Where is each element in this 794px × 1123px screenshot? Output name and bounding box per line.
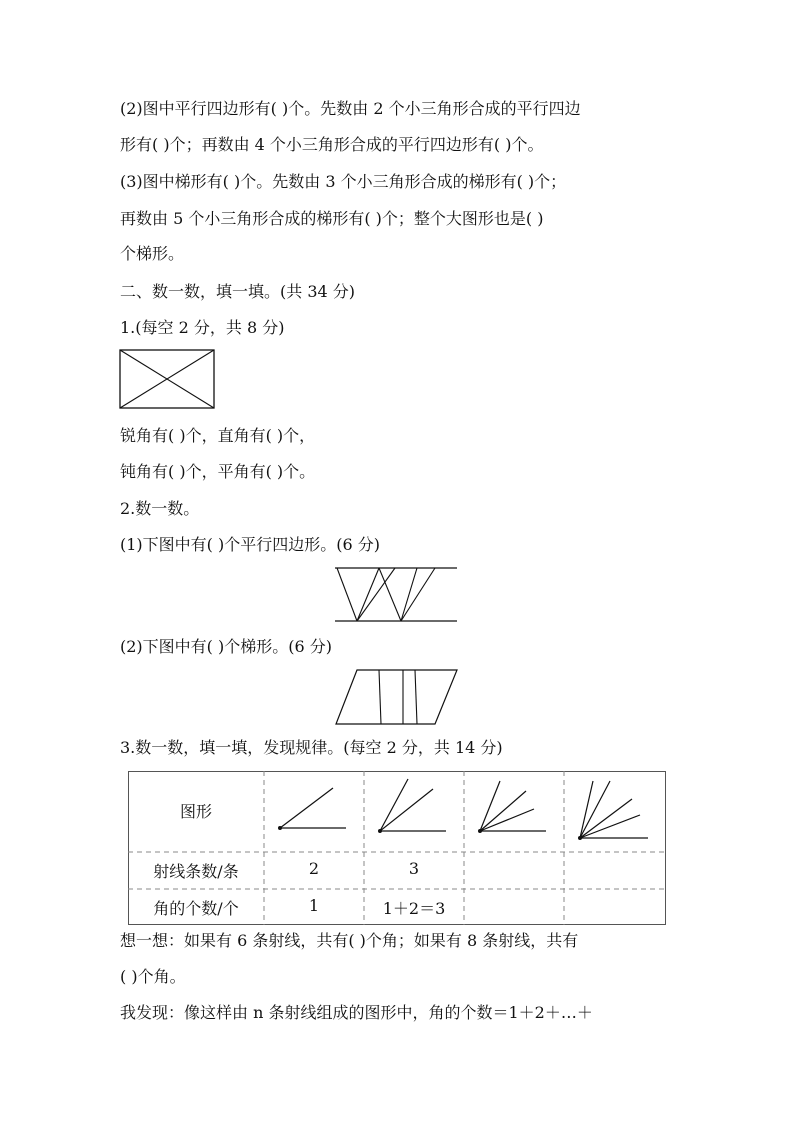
five-rays-figure xyxy=(578,781,648,840)
rectangle-diagonals-figure xyxy=(119,349,217,411)
q3-line1: (3)图中梯形有( )个。先数由 3 个小三角形合成的梯形有( )个； xyxy=(120,172,567,191)
angles-cell-2: 1＋2＝3 xyxy=(382,899,446,918)
rays-cell-1: 2 xyxy=(308,859,320,878)
row-header-angles: 角的个数/个 xyxy=(153,899,239,918)
q3-line2: 再数由 5 个小三角形合成的梯形有( )个；整个大图形也是( ) xyxy=(120,209,544,228)
trapezoid-count-figure xyxy=(335,669,460,727)
item2-sub2: (2)下图中有( )个梯形。(6 分) xyxy=(120,637,332,656)
item3-think2: ( )个角。 xyxy=(120,967,186,986)
three-rays-figure xyxy=(378,779,446,833)
rays-cell-2: 3 xyxy=(408,859,420,878)
two-rays-figure xyxy=(278,788,346,830)
rays-angles-table xyxy=(128,771,666,925)
four-rays-figure xyxy=(478,781,546,833)
row-header-figure: 图形 xyxy=(179,802,212,821)
item3-discover: 我发现：像这样由 n 条射线组成的图形中，角的个数＝1＋2＋…＋ xyxy=(120,1003,593,1022)
item3-label: 3.数一数，填一填，发现规律。(每空 2 分，共 14 分) xyxy=(120,738,503,757)
item2-label: 2.数一数。 xyxy=(120,499,200,518)
item1-line2: 钝角有( )个，平角有( )个。 xyxy=(120,462,316,481)
q2-line2: 形有( )个；再数由 4 个小三角形合成的平行四边形有( )个。 xyxy=(120,135,544,154)
item3-think: 想一想：如果有 6 条射线，共有( )个角；如果有 8 条射线，共有 xyxy=(120,931,579,950)
item1-line1: 锐角有( )个，直角有( )个， xyxy=(120,426,316,445)
angles-cell-1: 1 xyxy=(308,896,320,915)
q3-line3: 个梯形。 xyxy=(120,244,185,263)
q2-line1: (2)图中平行四边形有( )个。先数由 2 个小三角形合成的平行四边 xyxy=(120,99,581,118)
item1-label: 1.(每空 2 分，共 8 分) xyxy=(120,318,285,337)
parallelogram-count-figure xyxy=(335,566,460,624)
item2-sub1: (1)下图中有( )个平行四边形。(6 分) xyxy=(120,535,380,554)
section2-heading: 二、数一数，填一填。(共 34 分) xyxy=(120,282,356,301)
row-header-rays: 射线条数/条 xyxy=(153,862,239,881)
